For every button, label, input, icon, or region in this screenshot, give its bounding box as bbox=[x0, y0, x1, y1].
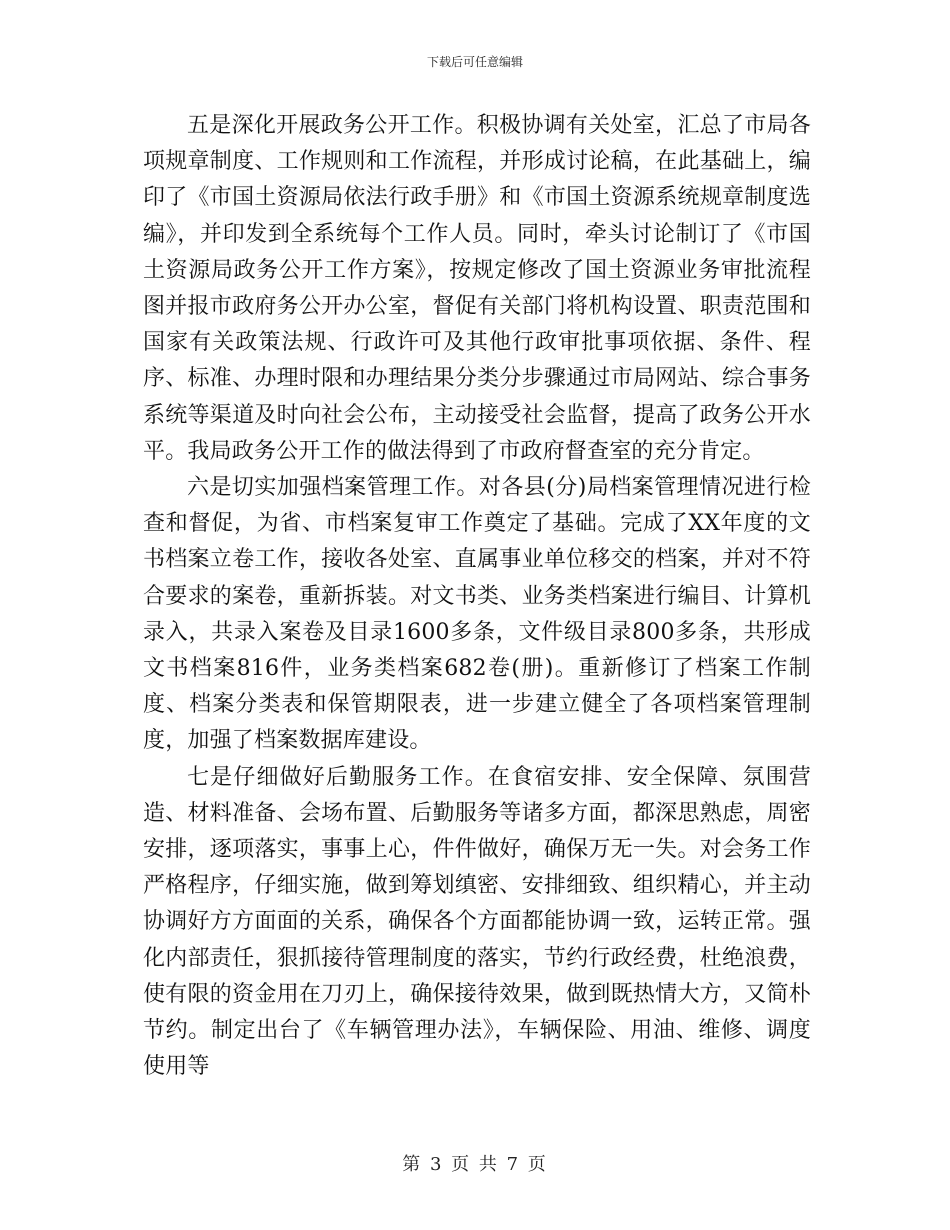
paragraph-seven-logistics-service: 七是仔细做好后勤服务工作。在食宿安排、安全保障、氛围营造、材料准备、会场布置、后勤服务等诸多方面，都深思熟虑，周密安排，逐项落实，事事上心，件件做好，确保万无一失。对会务工作严格程序，仔细实施，做到筹划缜密、安排细致、组织精心，并主动协调好方方面面的关系，确保各个方面都能协调一致，运转正常。强化内部责任，狠抓接待管理制度的落实，节约行政经费，杜绝浪费，使有限的资金用在刀刃上，确保接待效果，做到既热情大方，又简朴节约。制定出台了《车辆管理办法》，车辆保险、用油、维修、调度使用等 bbox=[143, 764, 811, 1080]
page-number-footer: 第 3 页 共 7 页 bbox=[402, 1154, 548, 1175]
page-header: 下载后可任意编辑 bbox=[426, 55, 523, 69]
paragraph-five-government-affairs: 五是深化开展政务公开工作。积极协调有关处室，汇总了市局各项规章制度、工作规则和工作流程，并形成讨论稿，在此基础上，编印了《市国土资源局依法行政手册》和《市国土资源系统规章制度选编》，并印发到全系统每个工作人员。同时，牵头讨论制订了《市国土资源局政务公开工作方案》，按规定修改了国土资源业务审批流程图并报市政府务公开办公室，督促有关部门将机构设置、职责范围和国家有关政策法规、行政许可及其他行政审批事项依据、条件、程序、标准、办理时限和办理结果分类分步骤通过市局网站、综合事务系统等渠道及时向社会公布，主动接受社会监督，提高了政务公开水平。我局政务公开工作的做法得到了市政府督查室的充分肯定。 bbox=[143, 113, 811, 464]
document-body bbox=[143, 108, 811, 1085]
paragraph-six-archive-management: 六是切实加强档案管理工作。对各县(分)局档案管理情况进行检查和督促，为省、市档案复审工作奠定了基础。完成了XX年度的文书档案立卷工作，接收各处室、直属事业单位移交的档案，并对不符合要求的案卷，重新拆装。对文书类、业务类档案进行编目、计算机录入，共录入案卷及目录1600多条，文件级目录800多条，共形成文书档案816件，业务类档案682卷(册)。重新修订了档案工作制度、档案分类表和保管期限表，进一步建立健全了各项档案管理制度，加强了档案数据库建设。 bbox=[143, 475, 811, 754]
